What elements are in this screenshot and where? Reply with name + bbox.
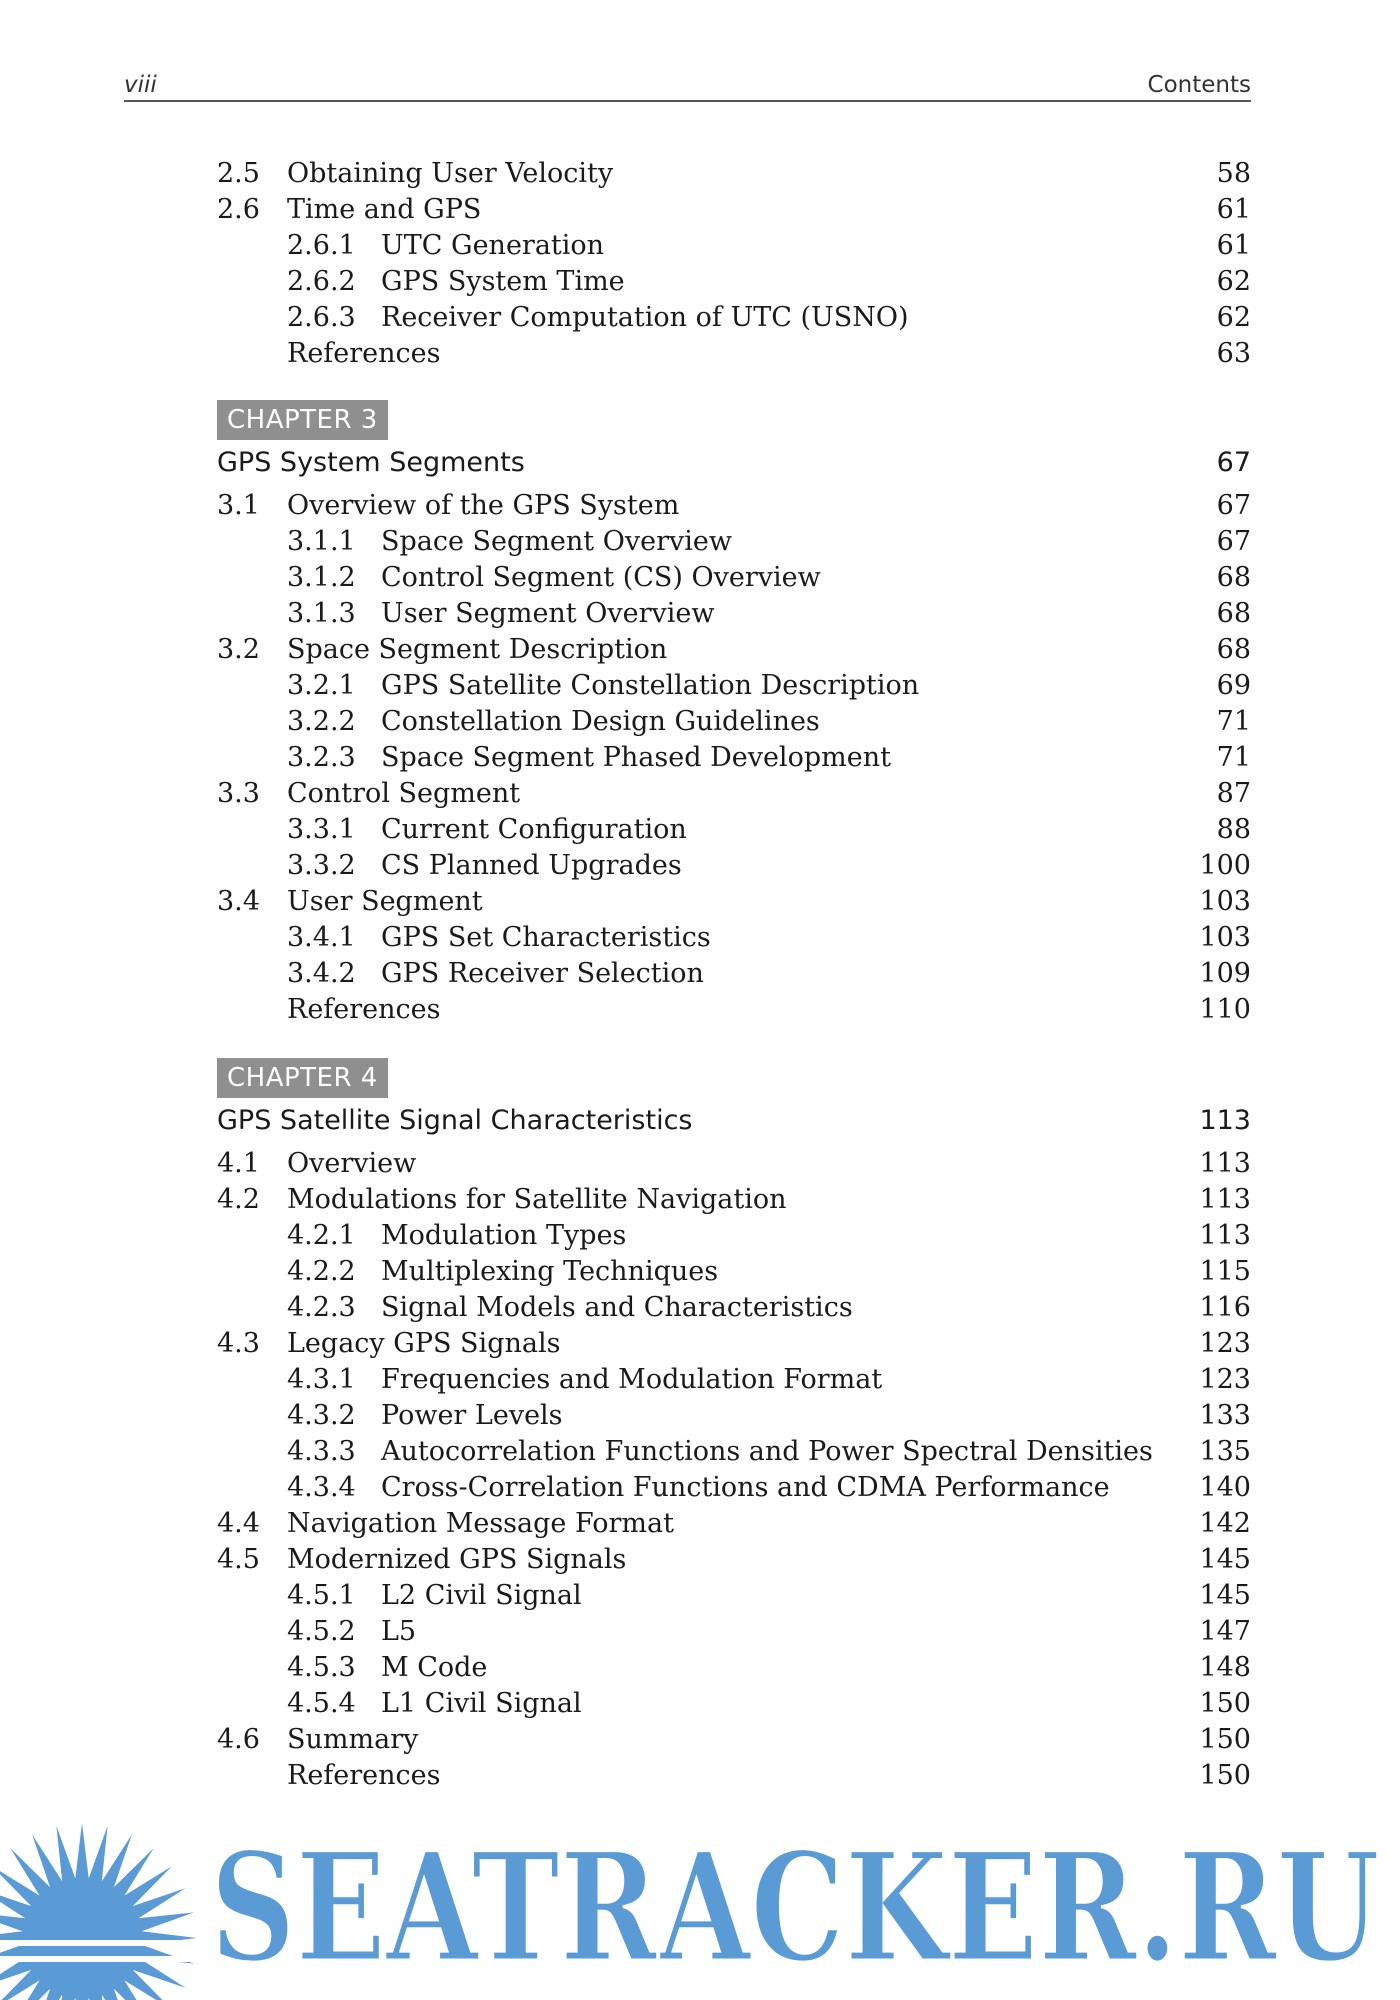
section-title: Autocorrelation Functions and Power Spectral Densities [381, 1436, 1153, 1467]
toc-entry[interactable] [217, 524, 1251, 560]
section-number: 3.2.3 [287, 742, 356, 773]
page-ref: 135 [1199, 1436, 1251, 1467]
toc-entry[interactable] [217, 1578, 1251, 1614]
section-number: 4.5.3 [287, 1652, 356, 1683]
section-number: 3.2.2 [287, 706, 356, 737]
section-title: L1 Civil Signal [381, 1688, 582, 1719]
section-title: Space Segment Phased Development [381, 742, 891, 773]
section-number: 3.3.2 [287, 850, 356, 881]
section-title: GPS System Time [381, 266, 625, 297]
page-ref: 150 [1199, 1724, 1251, 1755]
toc-entry[interactable] [217, 156, 1251, 192]
toc-entry[interactable] [217, 884, 1251, 920]
toc-entry[interactable] [217, 560, 1251, 596]
page-ref: 140 [1199, 1472, 1251, 1503]
page-ref: 147 [1199, 1616, 1251, 1647]
toc-entry[interactable] [217, 1542, 1251, 1578]
page-ref: 62 [1216, 302, 1251, 333]
page-ref: 109 [1199, 958, 1251, 989]
page-ref: 68 [1216, 598, 1251, 629]
page-ref: 115 [1199, 1256, 1251, 1287]
chapter-title[interactable] [217, 444, 1251, 482]
section-title: Signal Models and Characteristics [381, 1292, 853, 1323]
section-title: Receiver Computation of UTC (USNO) [381, 302, 909, 333]
page-ref: 67 [1216, 526, 1251, 557]
watermark-text: SEATRACKER.RU [210, 1820, 1380, 1996]
section-title: Summary [287, 1724, 419, 1755]
section-number: 4.2.2 [287, 1256, 356, 1287]
section-title: Modulations for Satellite Navigation [287, 1184, 787, 1215]
toc-entry[interactable] [217, 704, 1251, 740]
toc-entry[interactable] [217, 1254, 1251, 1290]
toc-entry[interactable] [217, 1290, 1251, 1326]
section-number: 3.1 [217, 490, 260, 521]
section-number: 4.3.2 [287, 1400, 356, 1431]
section-number: 4.5 [217, 1544, 260, 1575]
toc-entry[interactable] [217, 1506, 1251, 1542]
toc-entry[interactable] [217, 920, 1251, 956]
page-ref: 88 [1216, 814, 1251, 845]
page-ref: 110 [1199, 994, 1251, 1025]
section-title: Obtaining User Velocity [287, 158, 614, 189]
section-number: 4.2.1 [287, 1220, 356, 1251]
toc-entry[interactable] [217, 1434, 1251, 1470]
section-number: 3.4.1 [287, 922, 356, 953]
page-ref: 67 [1216, 490, 1251, 521]
section-title: Time and GPS [287, 194, 482, 225]
section-title: Current Configuration [381, 814, 687, 845]
page-ref: 103 [1199, 922, 1251, 953]
toc-entry[interactable] [217, 1398, 1251, 1434]
toc-chapter-3 [217, 400, 1251, 446]
section-number: 4.5.1 [287, 1580, 356, 1611]
running-title: Contents [1147, 72, 1251, 98]
section-title: Power Levels [381, 1400, 563, 1431]
section-title: Overview [287, 1148, 417, 1179]
toc-entry[interactable] [217, 1326, 1251, 1362]
page-ref: 142 [1199, 1508, 1251, 1539]
toc-entry[interactable] [217, 596, 1251, 632]
toc-entry[interactable] [217, 1182, 1251, 1218]
page-ref: 113 [1199, 1184, 1251, 1215]
section-title: References [287, 338, 441, 369]
page-ref: 123 [1199, 1364, 1251, 1395]
chapter-title-text: GPS Satellite Signal Characteristics [217, 1105, 693, 1136]
toc-entry[interactable] [217, 1650, 1251, 1686]
toc-chapter-3-entries [217, 488, 1251, 1028]
chapter-page: 113 [1199, 1105, 1251, 1136]
section-number: 4.3 [217, 1328, 260, 1359]
page-ref: 150 [1199, 1760, 1251, 1791]
sun-logo-icon [0, 1823, 210, 2000]
section-number: 3.3 [217, 778, 260, 809]
toc-entry[interactable] [217, 264, 1251, 300]
section-number: 4.1 [217, 1148, 260, 1179]
page-ref: 61 [1216, 194, 1251, 225]
page-ref: 100 [1199, 850, 1251, 881]
section-number: 2.5 [217, 158, 260, 189]
toc-entry[interactable] [217, 740, 1251, 776]
section-number: 3.4.2 [287, 958, 356, 989]
section-number: 3.2 [217, 634, 260, 665]
toc-entry[interactable] [217, 956, 1251, 992]
section-number: 4.3.3 [287, 1436, 356, 1467]
page-ref: 71 [1216, 742, 1251, 773]
section-title: Space Segment Overview [381, 526, 732, 557]
section-title: Multiplexing Techniques [381, 1256, 719, 1287]
section-number: 2.6 [217, 194, 260, 225]
chapter-title[interactable] [217, 1102, 1251, 1140]
section-title: UTC Generation [381, 230, 605, 261]
page-ref: 61 [1216, 230, 1251, 261]
section-number: 4.2.3 [287, 1292, 356, 1323]
section-number: 4.5.2 [287, 1616, 356, 1647]
section-number: 3.1.3 [287, 598, 356, 629]
section-title: User Segment [287, 886, 483, 917]
toc-entry[interactable] [217, 848, 1251, 884]
toc-entry[interactable] [217, 668, 1251, 704]
section-title: Control Segment (CS) Overview [381, 562, 821, 593]
section-title: Frequencies and Modulation Format [381, 1364, 883, 1395]
toc-entry[interactable] [217, 1218, 1251, 1254]
section-title: Navigation Message Format [287, 1508, 674, 1539]
section-title: L5 [381, 1616, 417, 1647]
toc-entry[interactable] [217, 488, 1251, 524]
section-title: GPS Satellite Constellation Description [381, 670, 920, 701]
section-title: M Code [381, 1652, 488, 1683]
page-ref: 145 [1199, 1544, 1251, 1575]
page-ref: 133 [1199, 1400, 1251, 1431]
toc-entry[interactable] [217, 228, 1251, 264]
section-title: Modernized GPS Signals [287, 1544, 627, 1575]
section-title: Control Segment [287, 778, 521, 809]
page-ref: 68 [1216, 634, 1251, 665]
section-title: Modulation Types [381, 1220, 627, 1251]
section-number: 3.4 [217, 886, 260, 917]
section-number: 2.6.3 [287, 302, 356, 333]
section-title: Space Segment Description [287, 634, 668, 665]
section-number: 3.1.1 [287, 526, 356, 557]
toc-entry[interactable] [217, 812, 1251, 848]
chapter-badge: CHAPTER 3 [217, 400, 388, 440]
section-title: GPS Set Characteristics [381, 922, 711, 953]
toc-entry[interactable] [217, 1758, 1251, 1794]
page-ref: 148 [1199, 1652, 1251, 1683]
toc-block-chapter2 [217, 156, 1251, 372]
section-number: 4.3.1 [287, 1364, 356, 1395]
page-ref: 71 [1216, 706, 1251, 737]
section-number: 4.6 [217, 1724, 260, 1755]
toc-chapter-4 [217, 1058, 1251, 1104]
page-ref: 113 [1199, 1220, 1251, 1251]
page-ref: 103 [1199, 886, 1251, 917]
section-title: Cross-Correlation Functions and CDMA Performance [381, 1472, 1110, 1503]
page-ref: 145 [1199, 1580, 1251, 1611]
section-number: 3.3.1 [287, 814, 356, 845]
page-ref: 150 [1199, 1688, 1251, 1719]
watermark [0, 1790, 1400, 2000]
toc-entry[interactable] [217, 1146, 1251, 1182]
section-title: GPS Receiver Selection [381, 958, 704, 989]
page-ref: 63 [1216, 338, 1251, 369]
toc-chapter-4-entries [217, 1146, 1251, 1794]
toc-entry[interactable] [217, 992, 1251, 1028]
toc-entry[interactable] [217, 300, 1251, 336]
toc-entry[interactable] [217, 1614, 1251, 1650]
section-number: 3.2.1 [287, 670, 356, 701]
page-ref: 113 [1199, 1148, 1251, 1179]
page-number: viii [124, 72, 157, 98]
page-ref: 58 [1216, 158, 1251, 189]
chapter-badge: CHAPTER 4 [217, 1058, 388, 1098]
section-title: References [287, 994, 441, 1025]
toc-entry[interactable] [217, 192, 1251, 228]
page-ref: 123 [1199, 1328, 1251, 1359]
section-number: 2.6.2 [287, 266, 356, 297]
chapter-title-text: GPS System Segments [217, 447, 525, 478]
page-ref: 68 [1216, 562, 1251, 593]
page-ref: 87 [1216, 778, 1251, 809]
section-number: 4.5.4 [287, 1688, 356, 1719]
toc-entry[interactable] [217, 1686, 1251, 1722]
section-number: 4.3.4 [287, 1472, 356, 1503]
section-number: 4.2 [217, 1184, 260, 1215]
toc-entry[interactable] [217, 1470, 1251, 1506]
toc-entry[interactable] [217, 1362, 1251, 1398]
section-title: User Segment Overview [381, 598, 715, 629]
section-number: 3.1.2 [287, 562, 356, 593]
section-title: L2 Civil Signal [381, 1580, 582, 1611]
section-title: Constellation Design Guidelines [381, 706, 820, 737]
toc-entry[interactable] [217, 1722, 1251, 1758]
section-title: CS Planned Upgrades [381, 850, 682, 881]
page-ref: 69 [1216, 670, 1251, 701]
page-ref: 62 [1216, 266, 1251, 297]
toc-entry[interactable] [217, 336, 1251, 372]
section-title: References [287, 1760, 441, 1791]
toc-entry[interactable] [217, 776, 1251, 812]
toc-entry[interactable] [217, 632, 1251, 668]
section-number: 4.4 [217, 1508, 260, 1539]
section-number: 2.6.1 [287, 230, 356, 261]
page-ref: 116 [1199, 1292, 1251, 1323]
section-title: Legacy GPS Signals [287, 1328, 561, 1359]
section-title: Overview of the GPS System [287, 490, 680, 521]
running-header [124, 70, 1251, 102]
chapter-page: 67 [1216, 447, 1251, 478]
